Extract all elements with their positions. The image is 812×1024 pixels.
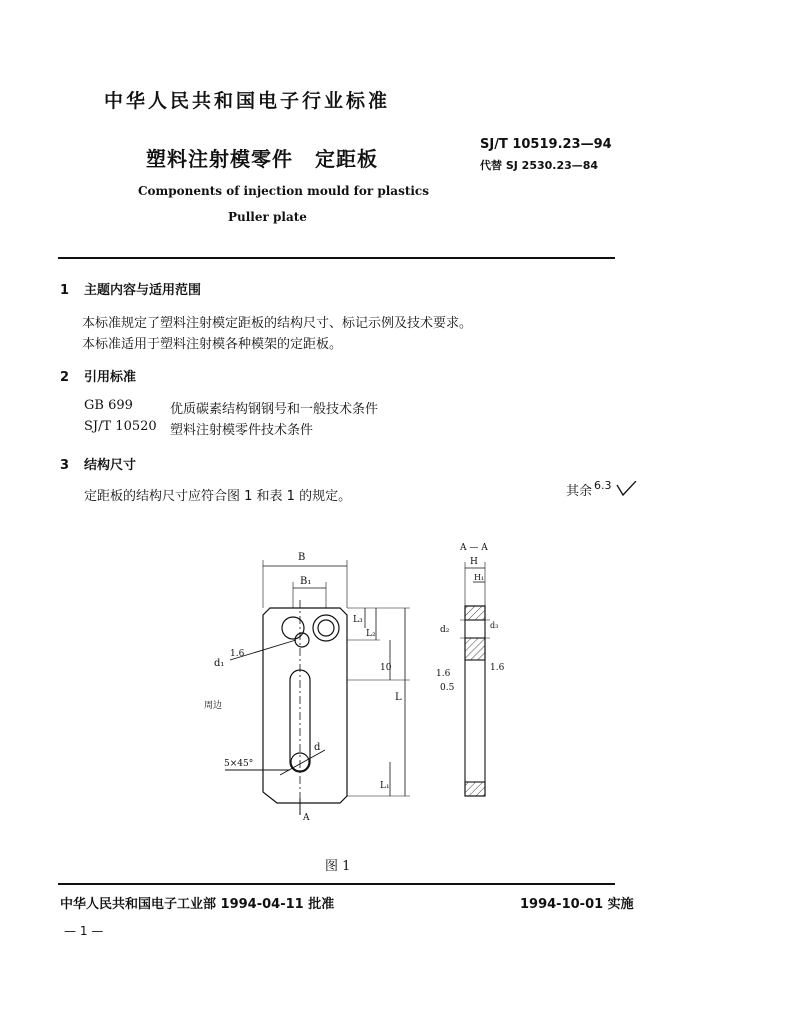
figure-1-drawing xyxy=(190,530,510,830)
section-3-paragraph-1: 定距板的结构尺寸应符合图 1 和表 1 的规定。 xyxy=(84,489,352,504)
document-subtitle-en: Puller plate xyxy=(228,210,307,224)
roughness-value: 6.3 xyxy=(594,479,612,492)
label-rough-right-1-6: 1.6 xyxy=(490,663,505,673)
page-number: — 1 — xyxy=(64,924,104,938)
section-3-number: 3 xyxy=(60,458,70,473)
section-2-heading xyxy=(60,366,136,385)
standard-code: SJ/T 10519.23—94 xyxy=(480,137,612,152)
dim-B1: B₁ xyxy=(300,576,312,587)
section-1-paragraph-1: 本标准规定了塑料注射模定距板的结构尺寸、标记示例及技术要求。 xyxy=(82,316,473,331)
section-1-number: 1 xyxy=(60,283,70,298)
effective-date: 1994-10-01 实施 xyxy=(520,897,634,912)
roughness-symbol-icon xyxy=(616,481,638,497)
title-cn-part1: 塑料注射模零件 xyxy=(146,147,293,171)
figure-caption: 图 1 xyxy=(325,859,351,874)
title-cn-part2: 定距板 xyxy=(315,147,378,171)
dim-L: L xyxy=(395,692,402,703)
dim-B: B xyxy=(298,552,306,563)
reference-code: SJ/T 10520 xyxy=(84,419,157,434)
label-zhoubian: 周边 xyxy=(204,701,223,711)
dim-H1: H₁ xyxy=(474,573,485,582)
label-d1: d₁ xyxy=(214,658,225,669)
dim-L2: L₂ xyxy=(366,629,376,639)
industry-standard-title: 中华人民共和国电子行业标准 xyxy=(104,90,391,112)
document-title-en: Components of injection mould for plastics xyxy=(138,184,429,198)
dim-H: H xyxy=(470,557,478,567)
dim-d3: d₃ xyxy=(490,621,499,630)
dim-10: 10 xyxy=(380,663,392,673)
section-3-heading xyxy=(60,454,136,473)
footer-rule xyxy=(58,883,615,885)
hole-left xyxy=(282,617,304,639)
standard-replaces: 代替 SJ 2530.23—84 xyxy=(480,159,599,172)
header-rule xyxy=(58,257,615,259)
hole-right xyxy=(313,615,339,641)
label-rough-1-6: 1.6 xyxy=(230,649,245,659)
roughness-label: 其余 xyxy=(566,484,593,499)
section-2-number: 2 xyxy=(60,370,70,385)
dim-L1: L₁ xyxy=(380,781,390,791)
section-3-title: 结构尺寸 xyxy=(84,458,137,473)
reference-title: 优质碳素结构钢钢号和一般技术条件 xyxy=(170,402,379,417)
label-chamfer: 5×45° xyxy=(224,759,254,769)
label-section-AA: A — A xyxy=(460,543,488,553)
section-1-paragraph-2: 本标准适用于塑料注射模各种模架的定距板。 xyxy=(82,337,343,352)
section-1-title: 主题内容与适用范围 xyxy=(84,283,202,298)
section-1-heading xyxy=(60,279,201,298)
dim-L3: L₃ xyxy=(353,615,363,625)
label-d: d xyxy=(314,742,321,753)
dim-d2: d₂ xyxy=(440,625,450,635)
section-2-title: 引用标准 xyxy=(84,370,137,385)
reference-code: GB 699 xyxy=(84,398,133,413)
approval-note: 中华人民共和国电子工业部 1994-04-11 批准 xyxy=(60,897,335,912)
reference-title: 塑料注射模零件技术条件 xyxy=(170,423,314,438)
roughness-note xyxy=(566,479,638,499)
label-A: A xyxy=(303,813,310,823)
label-rough-left-1-6: 1.6 xyxy=(436,669,451,679)
label-rough-0-5: 0.5 xyxy=(440,683,455,693)
document-title-cn xyxy=(146,143,378,172)
